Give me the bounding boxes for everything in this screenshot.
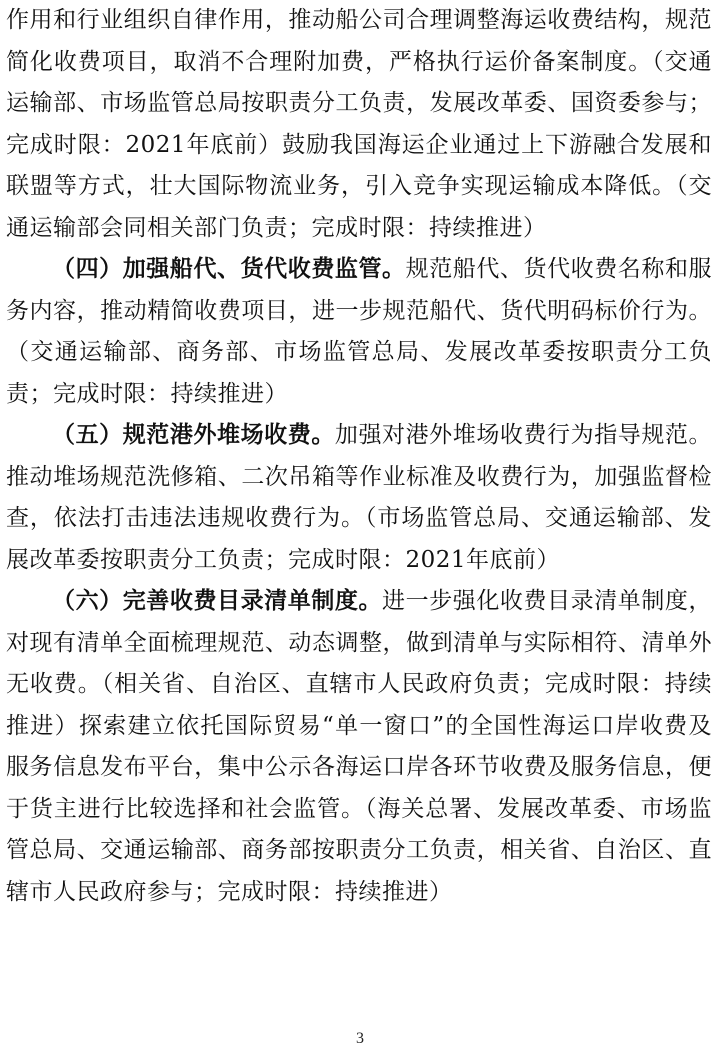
paragraph-text: 进一步强化收费目录清单制度，对现有清单全面梳理规范、动态调整，做到清单与实际相符、清单外无收费。 [6, 588, 713, 697]
paragraph-text-continued: 鼓励我国海运企业通过上下游融合发展和联盟等方式，壮大国际物流业务，引入竞争实现运输成本降低。 [6, 131, 712, 199]
paragraph-text: 规范船代、货代收费名称和服务内容，推动精简收费项目，进一步规范船代、货代明码标价行为。 [6, 256, 713, 324]
responsibility-note: （相关省、自治区、直辖市人民政府负责；完成时限：持续推进） [6, 671, 713, 739]
item-heading: （五）规范港外堆场收费。 [52, 422, 335, 448]
item-heading: （四）加强船代、货代收费监管。 [52, 256, 406, 282]
responsibility-note: （市场监管总局、交通运输部、发展改革委按职责分工负责；完成时限：2021年底前） [6, 505, 713, 573]
responsibility-note: （交通运输部会同相关部门负责；完成时限：持续推进） [6, 173, 713, 241]
paragraph-item-6 [6, 581, 712, 913]
paragraph-item-4 [6, 249, 712, 415]
paragraph-text: 作用和行业组织自律作用，推动船公司合理调整海运收费结构，规范简化收费项目，取消不合理附加费，严格执行运价备案制度。 [6, 7, 712, 75]
page-number: 3 [356, 1030, 364, 1047]
paragraph-item-5 [6, 415, 712, 581]
responsibility-note: （交通运输部、市场监管总局按职责分工负责，发展改革委、国资委参与；完成时限：2021年底前） [6, 48, 713, 158]
paragraph-text: 加强对港外堆场收费行为指导规范。推动堆场规范洗修箱、二次吊箱等作业标准及收费行为，加强监督检查，依法打击违法违规收费行为。 [6, 422, 713, 531]
document-body [6, 0, 712, 913]
paragraph-continuation [6, 0, 712, 249]
paragraph-text-continued: 探索建立依托国际贸易“单一窗口”的全国性海运口岸收费及服务信息发布平台，集中公示各海运口岸各环节收费及服务信息，便于货主进行比较选择和社会监管。 [6, 712, 712, 822]
responsibility-note: （海关总署、发展改革委、市场监管总局、交通运输部、商务部按职责分工负责，相关省、自治区、直辖市人民政府参与；完成时限：持续推进） [6, 795, 713, 905]
item-heading: （六）完善收费目录清单制度。 [52, 588, 383, 614]
responsibility-note: （交通运输部、商务部、市场监管总局、发展改革委按职责分工负责；完成时限：持续推进） [6, 339, 712, 407]
